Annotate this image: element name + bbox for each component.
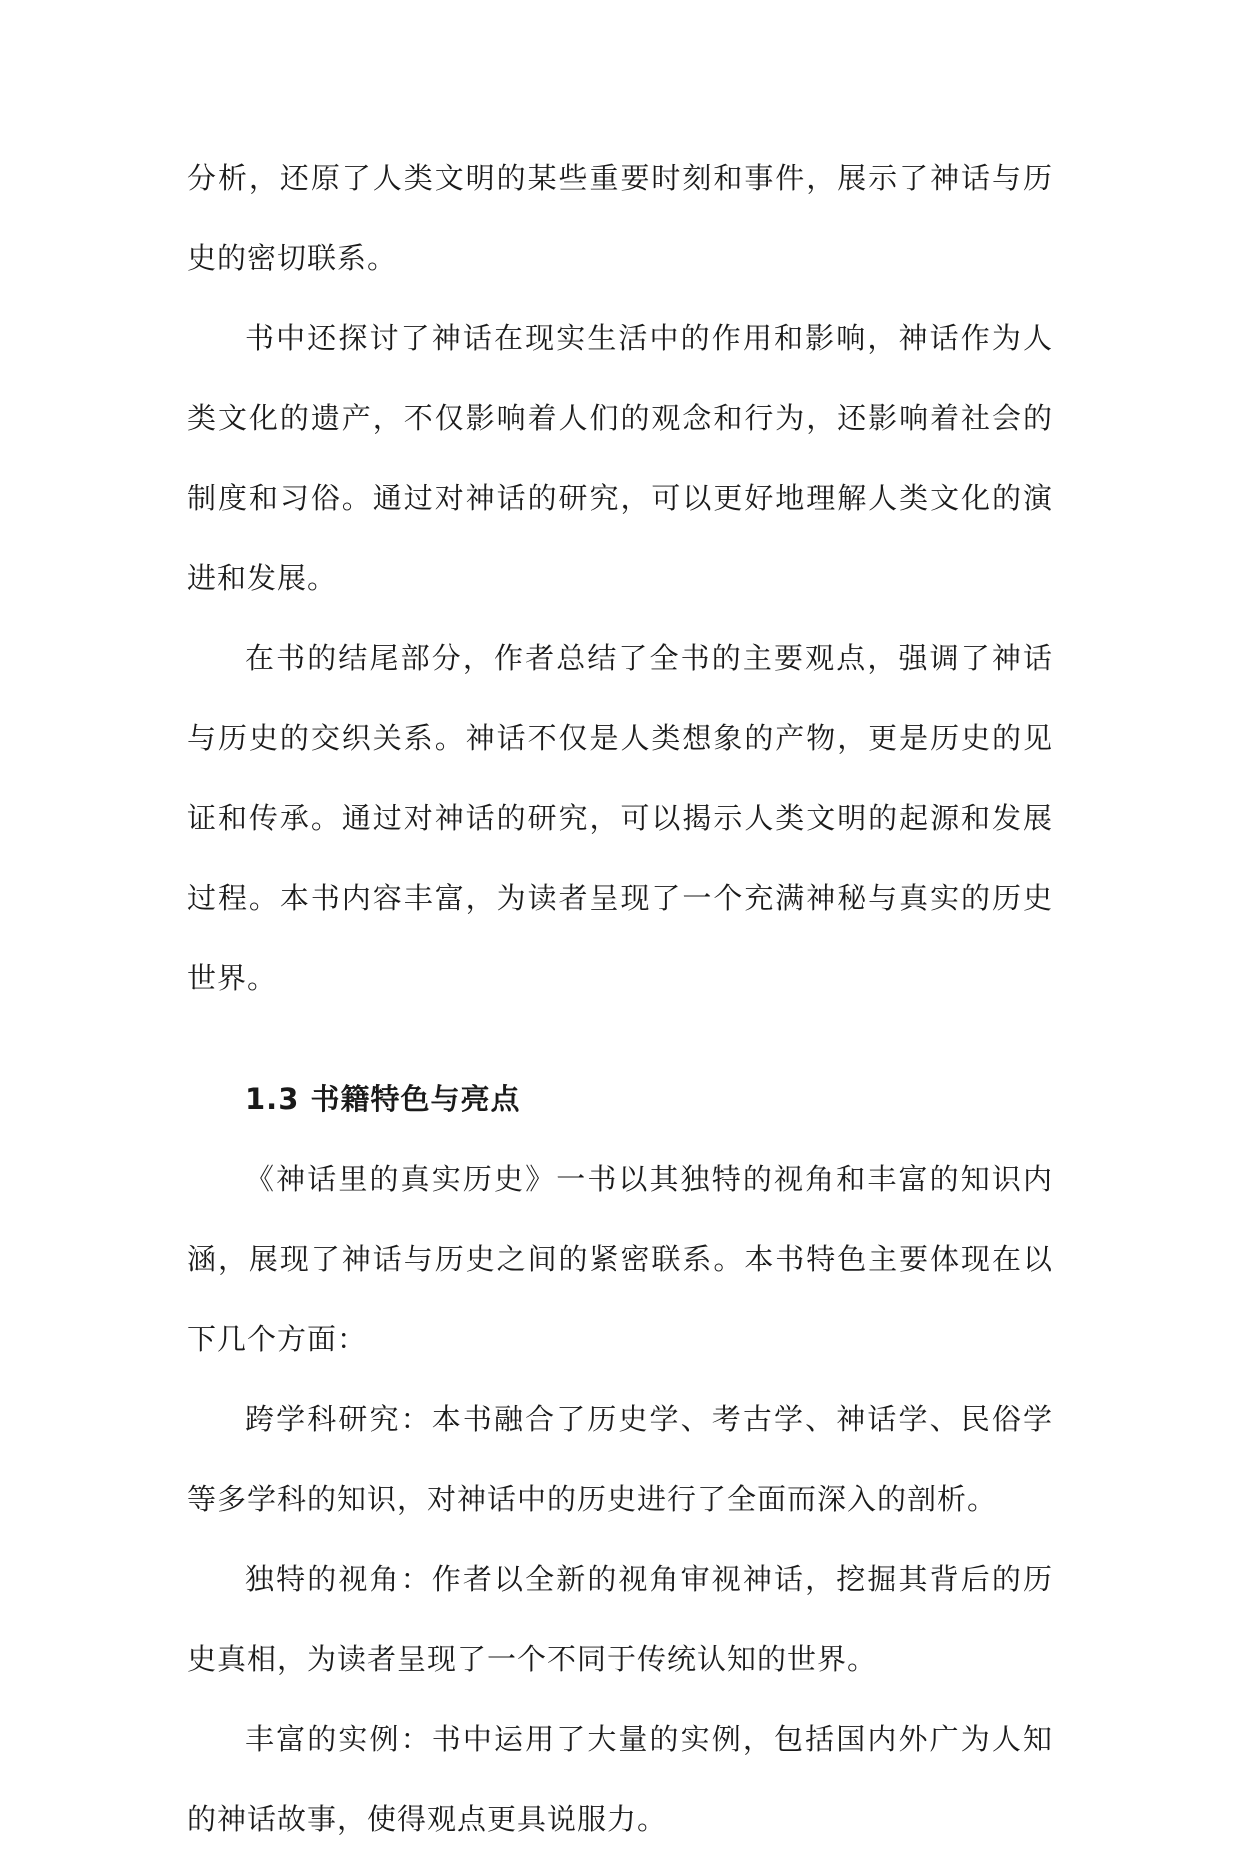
paragraph-interdisciplinary: 跨学科研究：本书融合了历史学、考古学、神话学、民俗学等多学科的知识，对神话中的历史进行了全面而深入的剖析。 [187,1402,1053,1516]
paragraph-rich-examples: 丰富的实例：书中运用了大量的实例，包括国内外广为人知的神话故事，使得观点更具说服力。 [187,1722,1053,1836]
paragraph-unique-perspective: 独特的视角：作者以全新的视角审视神话，挖掘其背后的历史真相，为读者呈现了一个不同于传统认知的世界。 [187,1562,1053,1676]
section-heading: 1.3 书籍特色与亮点 [245,1082,521,1116]
paragraph-conclusion-summary: 在书的结尾部分，作者总结了全书的主要观点，强调了神话与历史的交织关系。神话不仅是人类想象的产物，更是历史的见证和传承。通过对神话的研究，可以揭示人类文明的起源和发展过程。本书内容丰富，为读者呈现了一个充满神秘与真实的历史世界。 [187,641,1053,995]
paragraph-myth-influence: 书中还探讨了神话在现实生活中的作用和影响，神话作为人类文化的遗产，不仅影响着人们的观念和行为，还影响着社会的制度和习俗。通过对神话的研究，可以更好地理解人类文化的演进和发展。 [187,321,1053,595]
paragraph-features-intro: 《神话里的真实历史》一书以其独特的视角和丰富的知识内涵，展现了神话与历史之间的紧密联系。本书特色主要体现在以下几个方面： [187,1162,1053,1356]
document-body [187,138,1053,1859]
paragraph-continued: 分析，还原了人类文明的某些重要时刻和事件，展示了神话与历史的密切联系。 [187,161,1053,275]
